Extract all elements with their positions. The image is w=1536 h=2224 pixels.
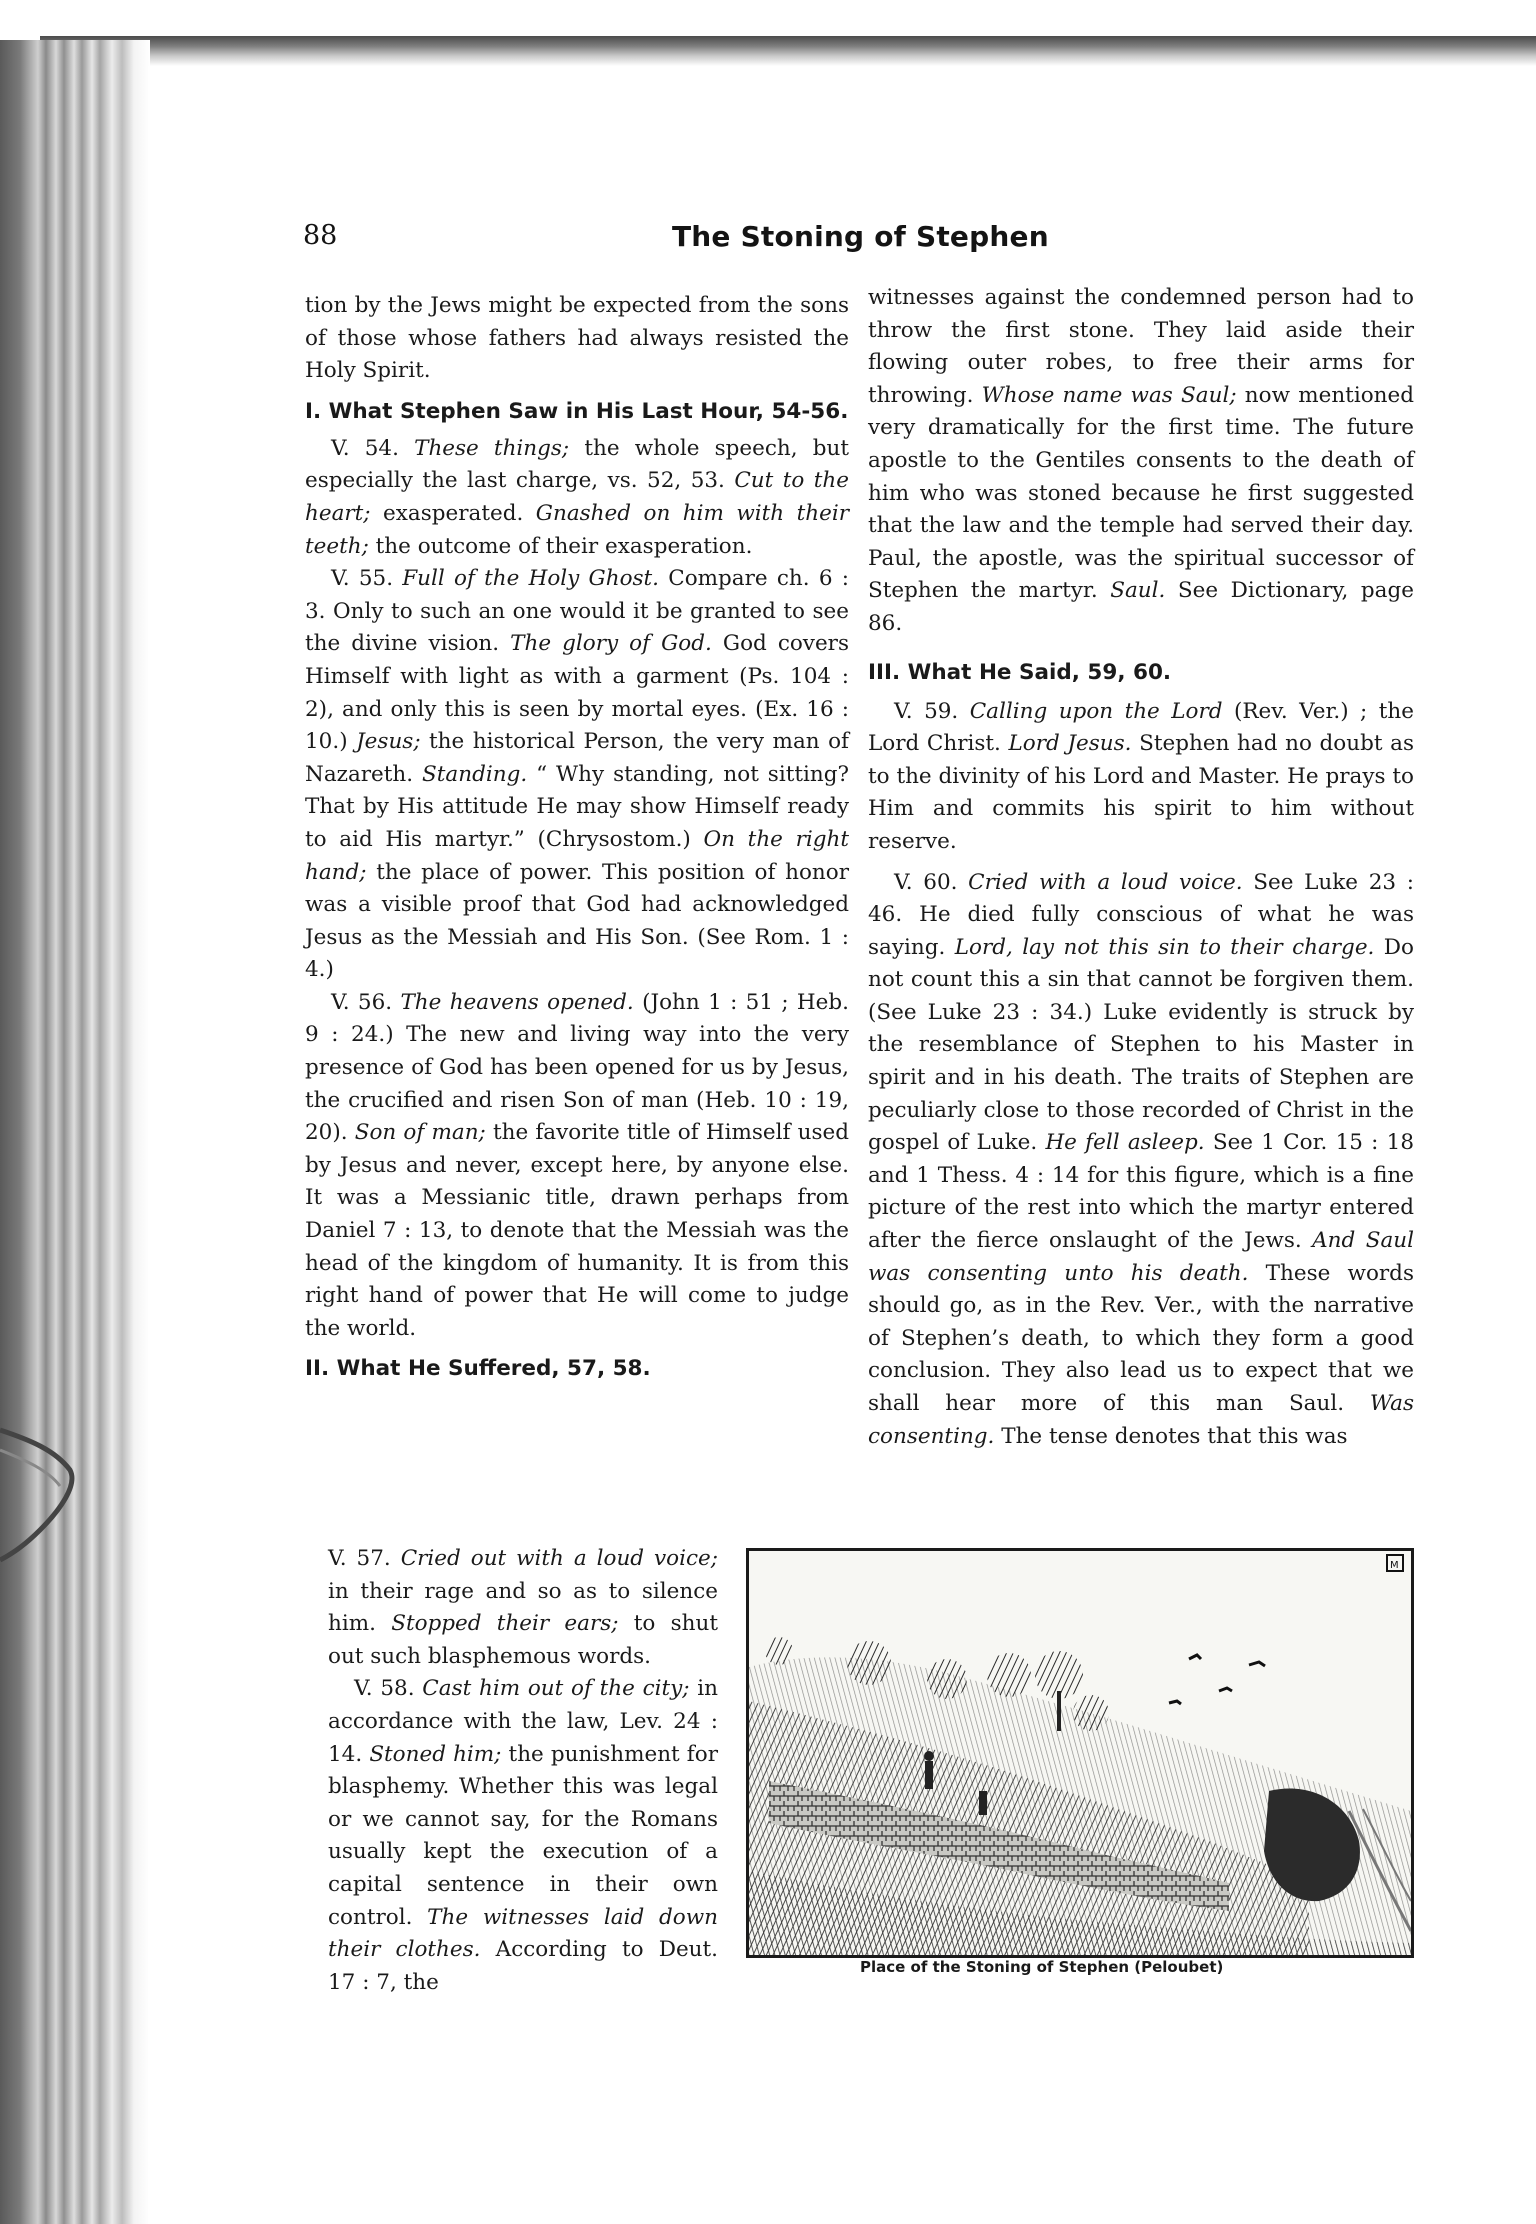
note-text: in accordance with the law, Lev. 24 : 14. — [328, 1676, 719, 1767]
note-text: See Dictionary, page 86. — [868, 578, 1414, 636]
quoted-term: Cast him out of the city; — [422, 1676, 690, 1702]
quoted-term: Stopped their ears; — [391, 1611, 619, 1637]
svg-text:M: M — [1390, 1560, 1399, 1571]
quoted-term: Standing. — [422, 761, 528, 787]
section-heading-1: I. What Stephen Saw in His Last Hour, 54-56. — [305, 398, 849, 424]
note-text: The tense denotes that this was — [994, 1423, 1348, 1449]
left-column — [305, 290, 849, 1390]
note-text: the place of power. This position of honor was a visible proof that God had acknowledged Jesus as the Messiah and His Son. (See Rom. 1 : 4.) — [305, 859, 849, 983]
verse-57-note — [328, 1543, 718, 1673]
verse-60-note — [868, 867, 1414, 1454]
note-text: now mentioned very dramatically for the first time. The future apostle to the Gentiles consents to the death of him who was stoned because he first suggested that the law and the temple had served their day. Paul, the apostle, was the spiritual successor of Stephen the martyr. — [868, 382, 1414, 604]
page-title: The Stoning of Stephen — [672, 220, 1049, 253]
note-text: (Rev. Ver.) ; the Lord Christ. — [868, 698, 1414, 757]
verse-58-note — [328, 1673, 718, 1999]
verse-number: V. 54. — [331, 435, 399, 461]
quoted-term: Lord Jesus. — [1008, 731, 1132, 757]
page-number: 88 — [303, 220, 338, 251]
engraving-illustration — [746, 1548, 1414, 1958]
quoted-term: These things; — [414, 435, 570, 461]
note-text: the whole speech, but especially the last charge, vs. 52, 53. — [305, 435, 849, 494]
quoted-term: Lord, lay not this sin to their charge. — [954, 934, 1375, 960]
figure-caption: Place of the Stoning of Stephen (Peloubet) — [860, 1958, 1224, 1976]
note-text: the historical Person, the very man of Nazareth. — [305, 729, 849, 787]
verse-number: V. 57. — [328, 1546, 391, 1571]
note-text: the outcome of their exasperation. — [368, 533, 753, 559]
quoted-term: Full of the Holy Ghost. — [402, 566, 660, 592]
hillside-engraving — [749, 1551, 1411, 1955]
quoted-term: Whose name was Saul; — [981, 382, 1237, 408]
verse-56-note — [305, 987, 849, 1346]
verse-55-note — [305, 563, 849, 987]
section-heading-3: III. What He Said, 59, 60. — [868, 659, 1172, 685]
note-text: See Luke 23 : 46. He died fully conscious of what he was saying. — [868, 869, 1414, 960]
verse-number: V. 56. — [331, 989, 393, 1015]
quoted-term: Saul. — [1110, 578, 1166, 604]
quoted-term: The glory of God. — [510, 631, 712, 657]
quoted-term: On the right hand; — [305, 826, 849, 885]
quoted-term: And Saul was consenting unto his death. — [868, 1228, 1414, 1286]
note-text: According to Deut. 17 : 7, the — [328, 1937, 719, 1995]
book-top-edge — [40, 36, 1536, 66]
verse-number: V. 60. — [894, 869, 958, 895]
note-text: (John 1 : 51 ; Heb. 9 : 24.) The new and living way into the very presence of God has been opened for us by Jesus, the crucified and risen Son of man (Heb. 10 : 19, 20). — [305, 989, 849, 1146]
note-text: to shut out such blasphemous words. — [328, 1611, 719, 1669]
note-text: the punishment for blasphemy. Whether this was legal or we cannot say, for the Romans usually kept the execution of a capital sentence in their own control. — [328, 1741, 718, 1930]
note-text: These words should go, as in the Rev. Ver., with the narrative of Stephen’s death, to which they form a good conclusion. They also lead us to expect that we shall hear more of this man Saul. — [868, 1260, 1414, 1416]
note-text: in their rage and so as to silence him. — [328, 1578, 718, 1637]
continued-paragraph — [868, 282, 1414, 641]
note-text: Stephen had no doubt as to the divinity of his Lord and Master. He prays to Him and commits his spirit to him without reserve. — [868, 731, 1414, 854]
quoted-term: The heavens opened. — [400, 989, 634, 1015]
quoted-term: He fell asleep. — [1045, 1130, 1205, 1156]
verse-number: V. 55. — [331, 566, 394, 592]
lead-paragraph: tion by the Jews might be expected from the sons of those whose fathers had always resisted the Holy Spirit. — [305, 293, 849, 384]
note-text: exasperated. — [370, 500, 536, 526]
note-text: the favorite title of Himself used by Jesus and never, except here, by anyone else. It was a Messianic title, drawn perhaps from Daniel 7 : 13, to denote that the Messiah was the head of the kingdom of humanity. It is from this right hand of power that He will come to judge the world. — [305, 1120, 849, 1341]
quoted-term: Son of man; — [354, 1120, 486, 1146]
quoted-term: Cried out with a loud voice; — [400, 1546, 718, 1571]
verse-number: V. 58. — [354, 1676, 415, 1702]
note-text: God covers Himself with light as with a garment (Ps. 104 : 2), and only this is seen by mortal eyes. (Ex. 16 : 10.) — [305, 631, 849, 755]
quoted-term: Gnashed on him with their teeth; — [305, 500, 849, 559]
string-tie — [0, 1390, 90, 1570]
quoted-term: Jesus; — [356, 729, 421, 755]
note-text: Do not count this a sin that cannot be forgiven them. (See Luke 23 : 34.) Luke evidently is struck by the resemblance of Stephen to his Master in spirit and in his death. The traits of Stephen are peculiarly close to those recorded of Christ in the gospel of Luke. — [868, 934, 1414, 1156]
note-text: witnesses against the condemned person had to throw the first stone. They laid aside their flowing outer robes, to free their arms for throwing. — [868, 285, 1414, 408]
right-column — [868, 282, 1414, 1453]
note-text: See 1 Cor. 15 : 18 and 1 Thess. 4 : 14 for this figure, which is a fine picture of the rest into which the martyr entered after the fierce onslaught of the Jews. — [868, 1130, 1415, 1254]
note-text: “ Why standing, not sitting? That by His attitude He may show Himself ready to aid His martyr.” (Chrysostom.) — [305, 761, 850, 852]
quoted-term: Stoned him; — [369, 1741, 502, 1767]
quoted-term: Cried with a loud voice. — [968, 869, 1243, 895]
verse-54-note — [305, 433, 849, 563]
left-bottom-column — [328, 1543, 718, 1999]
quoted-term: Cut to the heart; — [305, 468, 850, 526]
verse-59-note — [868, 696, 1414, 859]
verse-number: V. 59. — [894, 698, 959, 724]
section-heading-2: II. What He Suffered, 57, 58. — [305, 1356, 651, 1382]
quoted-term: The witnesses laid down their clothes. — [328, 1904, 718, 1963]
quoted-term: Calling upon the Lord — [969, 698, 1223, 724]
quoted-term: Was consenting. — [868, 1391, 1414, 1449]
note-text: Compare ch. 6 : 3. Only to such an one would it be granted to see the divine vision. — [305, 566, 849, 657]
book-page-stack — [0, 40, 150, 2224]
